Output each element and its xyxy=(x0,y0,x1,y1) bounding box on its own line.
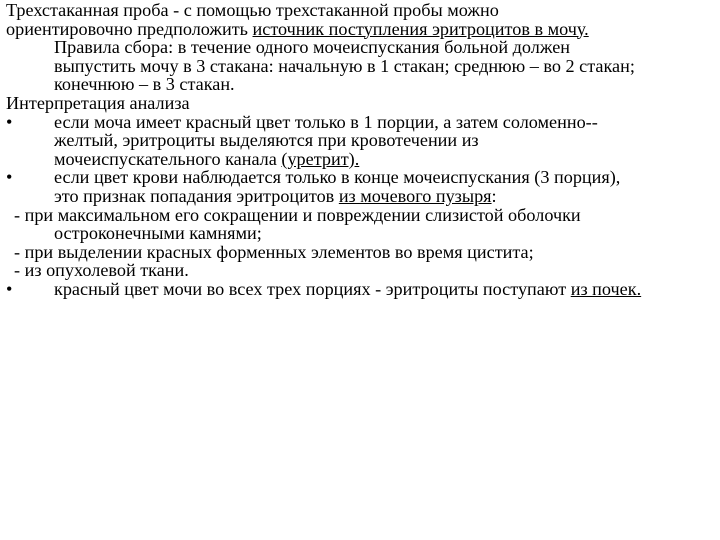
bullet-1-line-3 xyxy=(6,150,714,169)
rules-line-3 xyxy=(6,75,714,94)
intro-text-1: Трехстаканная проба - с помощью трехстаканной пробы можно xyxy=(6,0,499,20)
bullet-marker: • xyxy=(6,167,13,188)
dash-item-1-text-1: - при максимальном его сокращении и повреждении слизистой оболочки xyxy=(14,204,581,225)
intro-line-1 xyxy=(6,1,714,20)
bullet-2-line-2 xyxy=(6,187,714,206)
urethritis-underlined-text: (уретрит). xyxy=(281,148,360,169)
dash-item-3 xyxy=(6,261,714,280)
bullet-2-colon: : xyxy=(491,185,497,206)
rules-text-3: конечнюю – в 3 стакан. xyxy=(54,74,235,95)
dash-item-3-text: - из опухолевой ткани. xyxy=(14,260,189,281)
intro-text-2: ориентировочно предположить xyxy=(6,18,253,39)
bullet-marker: • xyxy=(6,111,13,132)
bullet-3-text-1: красный цвет мочи во всех трех порциях - эритроциты поступают xyxy=(54,278,571,299)
kidneys-underlined-text: из почек. xyxy=(570,278,642,299)
bullet-1-text-1: если моча имеет красный цвет только в 1 порции, а затем соломенно-- xyxy=(54,111,598,132)
rules-line-1 xyxy=(6,38,714,57)
bullet-1-line-2 xyxy=(6,131,714,150)
bladder-underlined-text: из мочевого пузыря xyxy=(338,185,492,206)
source-underlined-text: источник поступления эритроцитов в мочу. xyxy=(252,18,589,39)
dash-item-1-line-1 xyxy=(6,206,714,225)
rules-text-1: Правила сбора: в течение одного мочеиспускания больной должен xyxy=(54,37,570,58)
dash-item-2 xyxy=(6,243,714,262)
interpretation-heading-text: Интерпретация анализа xyxy=(6,92,190,113)
dash-item-1-line-2 xyxy=(6,224,714,243)
rules-line-2 xyxy=(6,57,714,76)
bullet-2-text-1: если цвет крови наблюдается только в конце мочеиспускания (3 порция), xyxy=(54,167,621,188)
bullet-1-text-3: мочеиспускательного канала xyxy=(54,148,282,169)
slide-text-body xyxy=(6,1,714,299)
bullet-1-line-1 xyxy=(6,113,714,132)
bullet-marker: • xyxy=(6,278,13,299)
intro-line-2 xyxy=(6,20,714,39)
bullet-2-line-1 xyxy=(6,168,714,187)
rules-text-2: выпустить мочу в 3 стакана: начальную в 1 стакан; среднюю – во 2 стакан; xyxy=(54,55,635,76)
interpretation-heading xyxy=(6,94,714,113)
bullet-1-text-2: желтый, эритроциты выделяются при кровотечении из xyxy=(54,130,479,151)
bullet-2-text-2: это признак попадания эритроцитов xyxy=(54,185,339,206)
dash-item-1-text-2: остроконечными камнями; xyxy=(54,223,262,244)
dash-item-2-text: - при выделении красных форменных элементов во время цистита; xyxy=(14,241,534,262)
bullet-3-line-1 xyxy=(6,280,714,299)
